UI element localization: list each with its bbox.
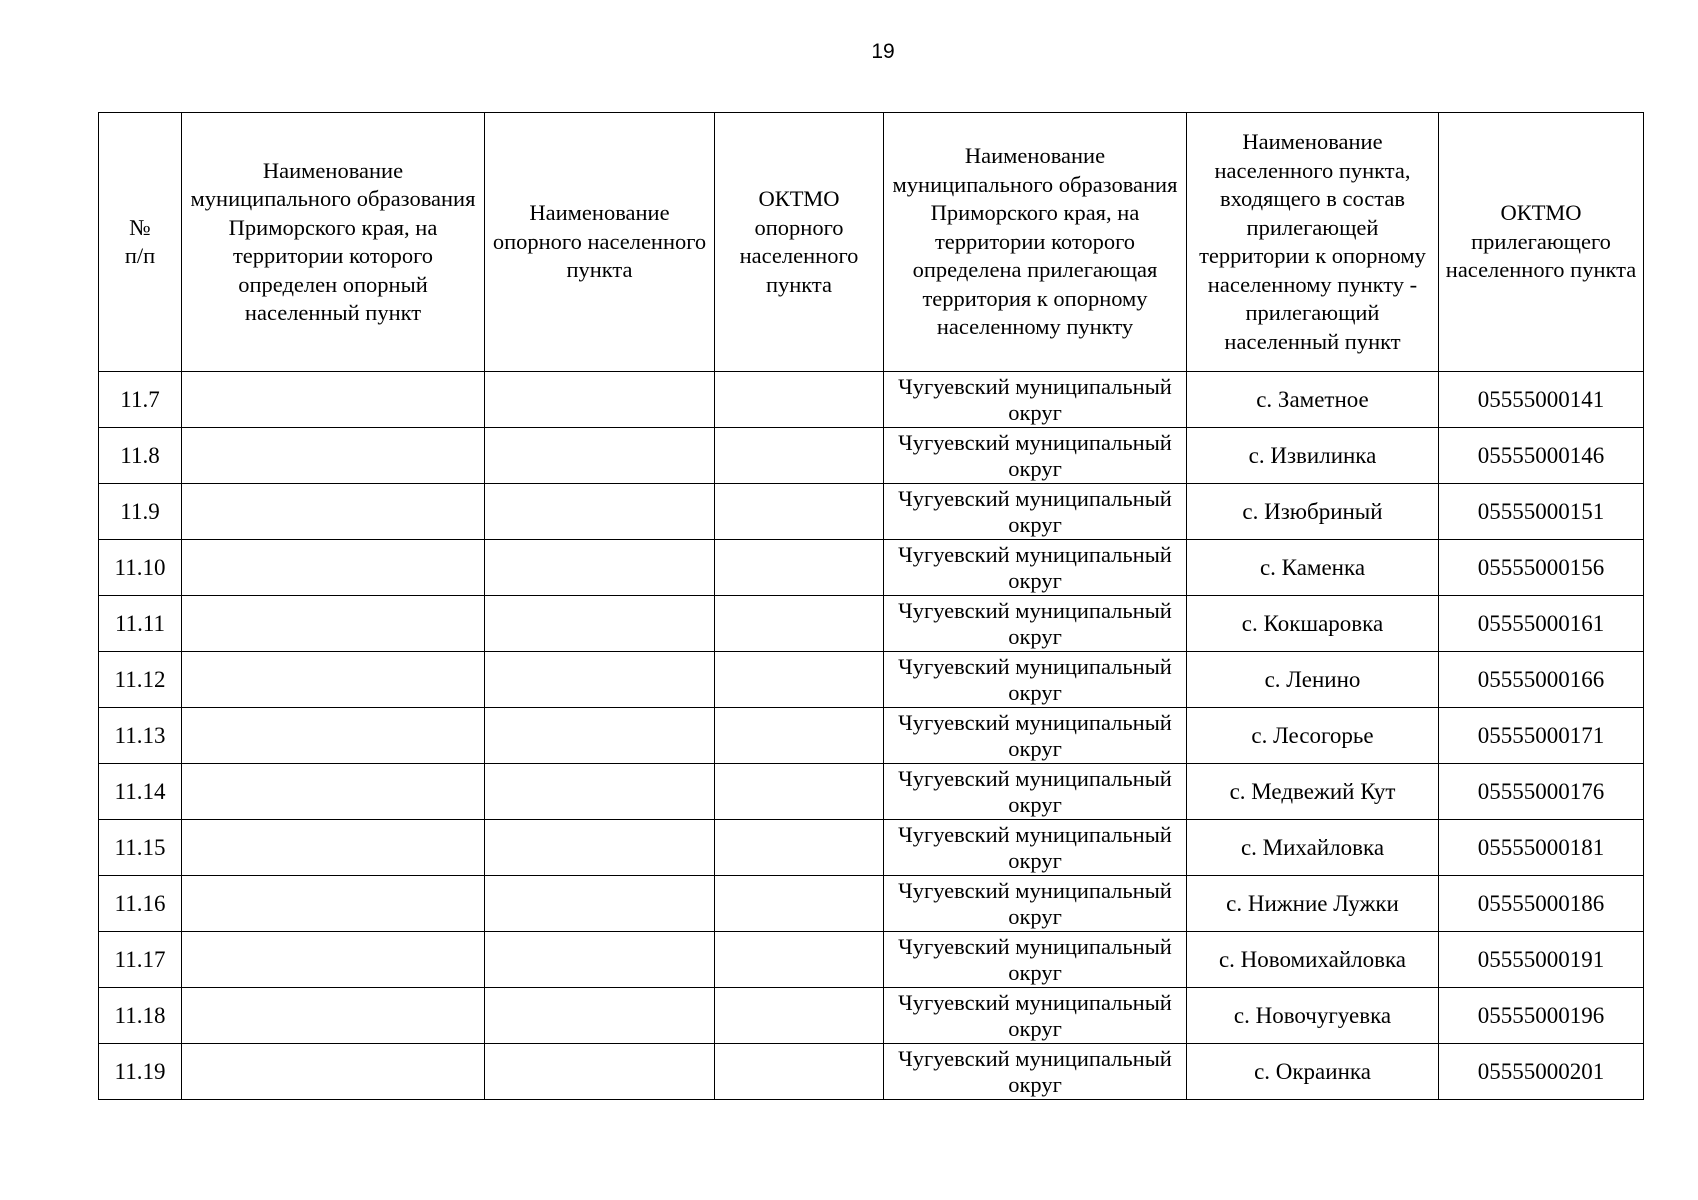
cell-adjacent-oktmo: 05555000166 bbox=[1439, 652, 1644, 708]
table-row bbox=[99, 372, 1644, 428]
header-support-settlement: Наименование опорного населенного пункта bbox=[485, 113, 715, 372]
cell-support-settlement bbox=[485, 484, 715, 540]
table-row bbox=[99, 1044, 1644, 1100]
cell-support-settlement bbox=[485, 428, 715, 484]
cell-adjacent-oktmo: 05555000156 bbox=[1439, 540, 1644, 596]
cell-adjacent-oktmo: 05555000161 bbox=[1439, 596, 1644, 652]
cell-number: 11.11 bbox=[99, 596, 182, 652]
cell-adjacent-settlement: с. Медвежий Кут bbox=[1187, 764, 1439, 820]
cell-support-municipality bbox=[182, 820, 485, 876]
cell-support-settlement bbox=[485, 540, 715, 596]
cell-support-municipality bbox=[182, 708, 485, 764]
cell-adjacent-settlement: с. Ленино bbox=[1187, 652, 1439, 708]
cell-number: 11.19 bbox=[99, 1044, 182, 1100]
header-support-municipality: Наименование муниципального образования Приморского края, на территории которого определен опорный населенный пункт bbox=[182, 113, 485, 372]
table-row bbox=[99, 596, 1644, 652]
cell-adjacent-oktmo: 05555000146 bbox=[1439, 428, 1644, 484]
cell-adjacent-settlement: с. Кокшаровка bbox=[1187, 596, 1439, 652]
cell-adjacent-oktmo: 05555000151 bbox=[1439, 484, 1644, 540]
cell-adjacent-settlement: с. Окраинка bbox=[1187, 1044, 1439, 1100]
cell-adjacent-municipality: Чугуевский муниципальный округ bbox=[884, 764, 1187, 820]
cell-support-settlement bbox=[485, 708, 715, 764]
cell-support-settlement bbox=[485, 372, 715, 428]
cell-support-municipality bbox=[182, 540, 485, 596]
cell-support-oktmo bbox=[715, 708, 884, 764]
cell-support-oktmo bbox=[715, 428, 884, 484]
cell-number: 11.15 bbox=[99, 820, 182, 876]
cell-adjacent-oktmo: 05555000141 bbox=[1439, 372, 1644, 428]
table-row bbox=[99, 708, 1644, 764]
cell-adjacent-municipality: Чугуевский муниципальный округ bbox=[884, 540, 1187, 596]
page-number: 19 bbox=[871, 40, 895, 63]
cell-adjacent-municipality: Чугуевский муниципальный округ bbox=[884, 876, 1187, 932]
cell-support-municipality bbox=[182, 652, 485, 708]
cell-adjacent-municipality: Чугуевский муниципальный округ bbox=[884, 1044, 1187, 1100]
cell-support-oktmo bbox=[715, 596, 884, 652]
cell-support-oktmo bbox=[715, 1044, 884, 1100]
cell-support-municipality bbox=[182, 372, 485, 428]
cell-support-oktmo bbox=[715, 820, 884, 876]
cell-support-settlement bbox=[485, 820, 715, 876]
table-row bbox=[99, 428, 1644, 484]
cell-adjacent-municipality: Чугуевский муниципальный округ bbox=[884, 596, 1187, 652]
cell-adjacent-settlement: с. Изюбриный bbox=[1187, 484, 1439, 540]
cell-adjacent-settlement: с. Заметное bbox=[1187, 372, 1439, 428]
cell-adjacent-municipality: Чугуевский муниципальный округ bbox=[884, 428, 1187, 484]
cell-adjacent-settlement: с. Каменка bbox=[1187, 540, 1439, 596]
cell-support-municipality bbox=[182, 988, 485, 1044]
cell-number: 11.8 bbox=[99, 428, 182, 484]
cell-support-settlement bbox=[485, 988, 715, 1044]
cell-adjacent-oktmo: 05555000171 bbox=[1439, 708, 1644, 764]
cell-support-municipality bbox=[182, 764, 485, 820]
cell-adjacent-municipality: Чугуевский муниципальный округ bbox=[884, 708, 1187, 764]
cell-number: 11.12 bbox=[99, 652, 182, 708]
cell-adjacent-oktmo: 05555000191 bbox=[1439, 932, 1644, 988]
cell-support-settlement bbox=[485, 1044, 715, 1100]
cell-adjacent-settlement: с. Новочугуевка bbox=[1187, 988, 1439, 1044]
header-number: № п/п bbox=[99, 113, 182, 372]
cell-adjacent-settlement: с. Лесогорье bbox=[1187, 708, 1439, 764]
cell-support-oktmo bbox=[715, 988, 884, 1044]
cell-number: 11.9 bbox=[99, 484, 182, 540]
cell-support-oktmo bbox=[715, 876, 884, 932]
cell-adjacent-oktmo: 05555000181 bbox=[1439, 820, 1644, 876]
cell-support-municipality bbox=[182, 932, 485, 988]
cell-number: 11.16 bbox=[99, 876, 182, 932]
cell-adjacent-municipality: Чугуевский муниципальный округ bbox=[884, 484, 1187, 540]
table-row bbox=[99, 932, 1644, 988]
table-row bbox=[99, 988, 1644, 1044]
table-row bbox=[99, 764, 1644, 820]
cell-adjacent-municipality: Чугуевский муниципальный округ bbox=[884, 932, 1187, 988]
cell-adjacent-settlement: с. Новомихайловка bbox=[1187, 932, 1439, 988]
cell-support-settlement bbox=[485, 764, 715, 820]
cell-number: 11.10 bbox=[99, 540, 182, 596]
settlements-table bbox=[98, 112, 1644, 1100]
cell-support-oktmo bbox=[715, 484, 884, 540]
cell-support-oktmo bbox=[715, 372, 884, 428]
cell-support-settlement bbox=[485, 932, 715, 988]
table-row bbox=[99, 652, 1644, 708]
cell-adjacent-settlement: с. Михайловка bbox=[1187, 820, 1439, 876]
cell-adjacent-municipality: Чугуевский муниципальный округ bbox=[884, 820, 1187, 876]
cell-support-settlement bbox=[485, 596, 715, 652]
table-row bbox=[99, 876, 1644, 932]
cell-support-municipality bbox=[182, 428, 485, 484]
table-header-row bbox=[99, 113, 1644, 372]
cell-adjacent-settlement: с. Нижние Лужки bbox=[1187, 876, 1439, 932]
cell-support-municipality bbox=[182, 596, 485, 652]
cell-support-oktmo bbox=[715, 764, 884, 820]
cell-adjacent-municipality: Чугуевский муниципальный округ bbox=[884, 652, 1187, 708]
cell-number: 11.18 bbox=[99, 988, 182, 1044]
cell-support-oktmo bbox=[715, 932, 884, 988]
cell-adjacent-oktmo: 05555000196 bbox=[1439, 988, 1644, 1044]
cell-adjacent-municipality: Чугуевский муниципальный округ bbox=[884, 988, 1187, 1044]
header-adjacent-municipality: Наименование муниципального образования Приморского края, на территории которого определена прилегающая территория к опорному населенному пункту bbox=[884, 113, 1187, 372]
cell-number: 11.7 bbox=[99, 372, 182, 428]
cell-support-oktmo bbox=[715, 652, 884, 708]
cell-support-settlement bbox=[485, 652, 715, 708]
cell-adjacent-settlement: с. Извилинка bbox=[1187, 428, 1439, 484]
table-row bbox=[99, 540, 1644, 596]
cell-support-municipality bbox=[182, 1044, 485, 1100]
table-row bbox=[99, 820, 1644, 876]
cell-adjacent-oktmo: 05555000186 bbox=[1439, 876, 1644, 932]
table-row bbox=[99, 484, 1644, 540]
cell-adjacent-oktmo: 05555000201 bbox=[1439, 1044, 1644, 1100]
header-adjacent-settlement: Наименование населенного пункта, входящего в состав прилегающей территории к опорному населенному пункту - прилегающий населенный пункт bbox=[1187, 113, 1439, 372]
cell-number: 11.13 bbox=[99, 708, 182, 764]
header-support-oktmo: ОКТМО опорного населенного пункта bbox=[715, 113, 884, 372]
cell-number: 11.14 bbox=[99, 764, 182, 820]
cell-adjacent-municipality: Чугуевский муниципальный округ bbox=[884, 372, 1187, 428]
cell-support-municipality bbox=[182, 876, 485, 932]
cell-support-municipality bbox=[182, 484, 485, 540]
cell-support-settlement bbox=[485, 876, 715, 932]
cell-number: 11.17 bbox=[99, 932, 182, 988]
cell-adjacent-oktmo: 05555000176 bbox=[1439, 764, 1644, 820]
cell-support-oktmo bbox=[715, 540, 884, 596]
header-adjacent-oktmo: ОКТМО прилегающего населенного пункта bbox=[1439, 113, 1644, 372]
